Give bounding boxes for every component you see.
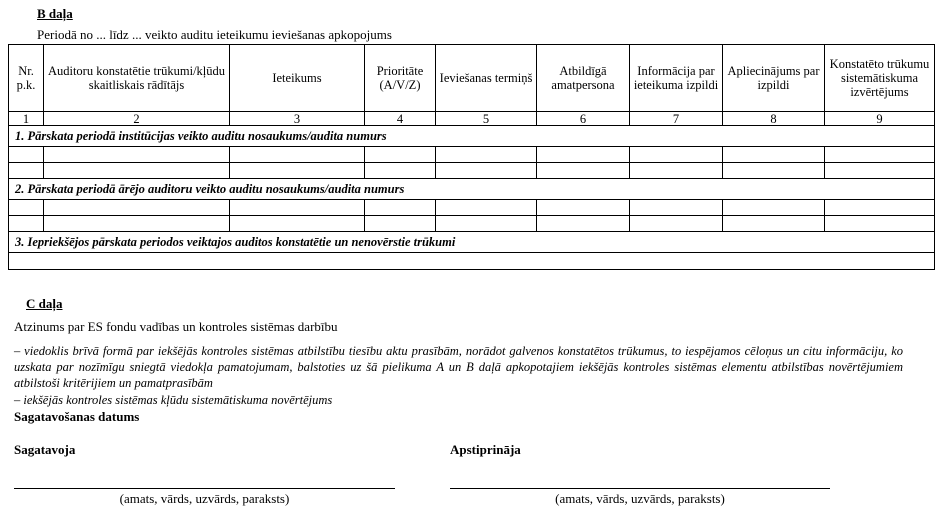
table-row: [9, 216, 935, 232]
col-header-confirmation: Apliecinājums par izpildi: [723, 45, 825, 112]
table-cell[interactable]: [44, 147, 230, 163]
section-b-subtitle: Periodā no ... līdz ... veikto auditu ieteikumu ieviešanas apkopojums: [37, 27, 392, 42]
table-cell[interactable]: [230, 163, 365, 179]
table-cell[interactable]: [436, 163, 537, 179]
col-header-priority: Prioritāte (A/V/Z): [365, 45, 436, 112]
signature-caption-right: (amats, vārds, uzvārds, paraksts): [555, 491, 725, 506]
table-cell[interactable]: [365, 147, 436, 163]
col-number: 3: [230, 112, 365, 126]
table-cell[interactable]: [436, 147, 537, 163]
table-cell[interactable]: [630, 216, 723, 232]
table-cell[interactable]: [537, 147, 630, 163]
col-header-responsible: Atbildīgā amatpersona: [537, 45, 630, 112]
col-number: 9: [825, 112, 935, 126]
table-cell[interactable]: [723, 147, 825, 163]
col-number: 6: [537, 112, 630, 126]
section-label-2: 2. Pārskata periodā ārējo auditoru veikto auditu nosaukums/audita numurs: [9, 179, 935, 200]
table-cell[interactable]: [436, 200, 537, 216]
table-cell[interactable]: [44, 216, 230, 232]
prepared-by-label: Sagatavoja: [14, 442, 76, 457]
table-cell[interactable]: [630, 200, 723, 216]
table-row: [9, 163, 935, 179]
signature-line-left[interactable]: [14, 488, 395, 489]
table-cell[interactable]: [230, 200, 365, 216]
table-cell[interactable]: [723, 163, 825, 179]
col-number: 4: [365, 112, 436, 126]
section-row-1: [9, 126, 935, 147]
table-cell[interactable]: [230, 147, 365, 163]
section-c-note-2: – iekšējās kontroles sistēmas kļūdu sistemātiskuma novērtējums: [14, 393, 333, 407]
table-cell[interactable]: [365, 216, 436, 232]
table-cell[interactable]: [630, 147, 723, 163]
col-header-findings: Auditoru konstatētie trūkumi/kļūdu skaitliskais rādītājs: [44, 45, 230, 112]
table-cell[interactable]: [825, 200, 935, 216]
col-header-deadline: Ieviešanas termiņš: [436, 45, 537, 112]
table-cell[interactable]: [825, 216, 935, 232]
table-cell[interactable]: [44, 163, 230, 179]
table-cell[interactable]: [825, 163, 935, 179]
col-number: 1: [9, 112, 44, 126]
col-number: 7: [630, 112, 723, 126]
section-c-heading: Atzinums par ES fondu vadības un kontroles sistēmas darbību: [14, 319, 338, 334]
table-row: [9, 200, 935, 216]
section-label-3: 3. Iepriekšējos pārskata periodos veiktajos auditos konstatētie un nenovērstie trūkumi: [9, 232, 935, 253]
column-number-row: [9, 112, 935, 126]
table-cell[interactable]: [723, 200, 825, 216]
section-label-1: 1. Pārskata periodā institūcijas veikto auditu nosaukums/audita numurs: [9, 126, 935, 147]
preparation-date-label: Sagatavošanas datums: [14, 409, 140, 424]
col-header-nr: Nr. p.k.: [9, 45, 44, 112]
section-c-title: C daļa: [26, 296, 63, 311]
audit-recommendations-table: [8, 44, 935, 270]
section-b-title: B daļa: [37, 6, 73, 21]
section-c-note-1: – viedoklis brīvā formā par iekšējās kontroles sistēmas atbilstību tiesību aktu prasībām, norādot galvenos konstatētos trūkumus, to iespējamos cēloņus un citu informāciju, ko uzskata par nozīmīgu sniegtā viedokļa pamatojumam, balstoties uz šā pielikuma A un B daļā apkopotajiem iekšējās kontroles sistēmas elementu atbilstības novērtējumiem atbilstoši kritērijiem un pamatprasībām: [14, 344, 903, 390]
table-row: [9, 147, 935, 163]
approved-by-label: Apstiprināja: [450, 442, 521, 457]
table-cell[interactable]: [9, 253, 935, 270]
table-cell[interactable]: [537, 163, 630, 179]
table-cell[interactable]: [365, 163, 436, 179]
col-header-implementation-info: Informācija par ieteikuma izpildi: [630, 45, 723, 112]
table-row: [9, 253, 935, 270]
table-cell[interactable]: [365, 200, 436, 216]
table-cell[interactable]: [9, 147, 44, 163]
table-cell[interactable]: [436, 216, 537, 232]
col-number: 5: [436, 112, 537, 126]
table-cell[interactable]: [9, 163, 44, 179]
col-number: 8: [723, 112, 825, 126]
col-header-systematic-assessment: Konstatēto trūkumu sistemātiskuma izvērtējums: [825, 45, 935, 112]
section-row-3: [9, 232, 935, 253]
table-cell[interactable]: [825, 147, 935, 163]
table-cell[interactable]: [537, 200, 630, 216]
signature-caption-left: (amats, vārds, uzvārds, paraksts): [119, 491, 290, 506]
table-cell[interactable]: [9, 200, 44, 216]
section-row-2: [9, 179, 935, 200]
table-cell[interactable]: [44, 200, 230, 216]
table-header-row: [9, 45, 935, 112]
table-cell[interactable]: [630, 163, 723, 179]
signature-line-right[interactable]: [450, 488, 830, 489]
table-cell[interactable]: [723, 216, 825, 232]
table-cell[interactable]: [230, 216, 365, 232]
table-cell[interactable]: [9, 216, 44, 232]
col-number: 2: [44, 112, 230, 126]
table-cell[interactable]: [537, 216, 630, 232]
col-header-recommendation: Ieteikums: [230, 45, 365, 112]
